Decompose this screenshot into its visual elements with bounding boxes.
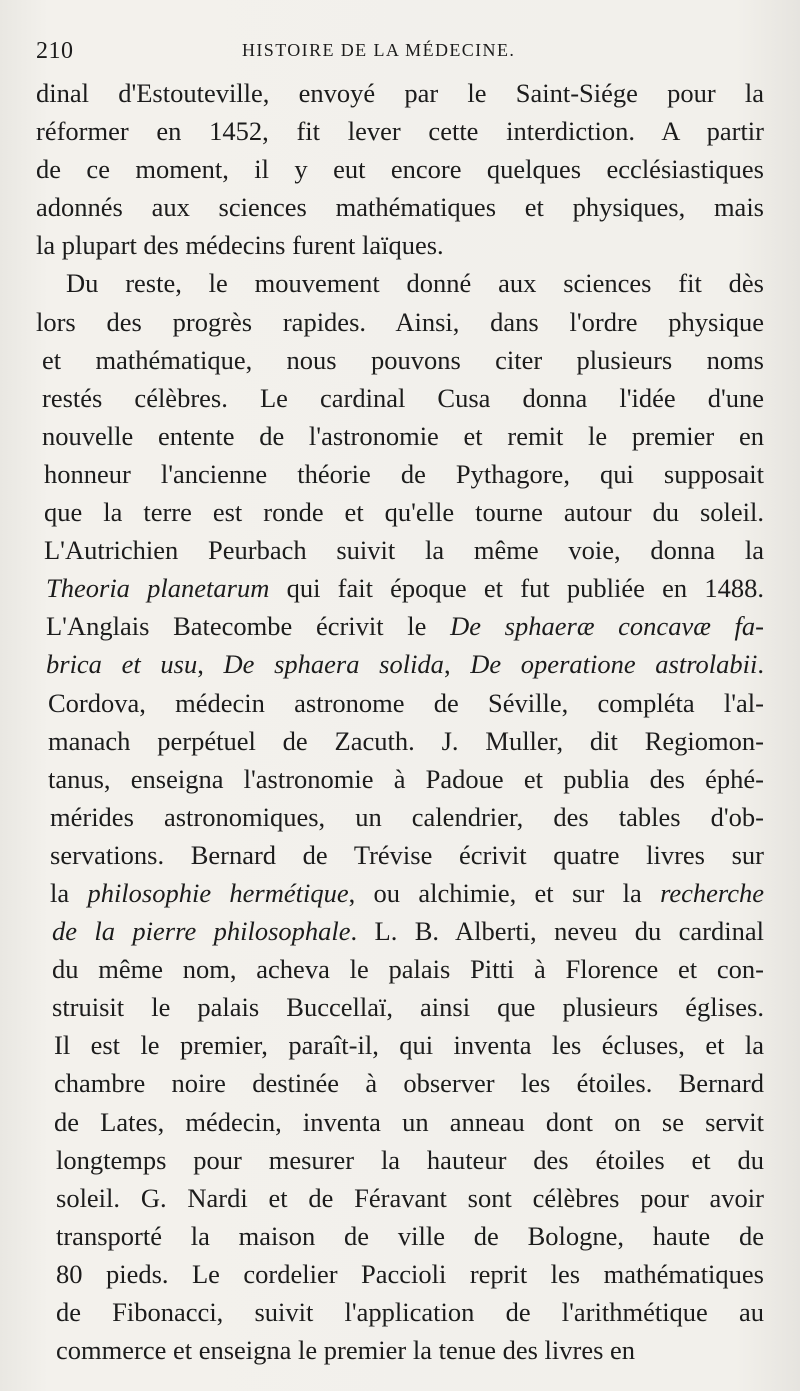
text-segment: mérides astronomiques, un calendrier, des tables d'ob- — [50, 801, 764, 832]
text-line — [36, 531, 764, 569]
text-line — [36, 264, 764, 302]
text-line — [36, 188, 764, 226]
italic-text: Theoria planetarum — [46, 573, 270, 604]
page-number: 210 — [36, 38, 74, 64]
italic-text: de la pierre philosophale — [52, 916, 351, 947]
text-line — [36, 798, 764, 836]
text-segment: de Lates, médecin, inventa un anneau dont on se servit — [54, 1106, 764, 1137]
text-segment: commerce et enseigna le premier la tenue des livres en — [56, 1335, 636, 1366]
text-segment: Du reste, le mouvement donné aux sciences fit dès — [66, 268, 764, 299]
text-line — [36, 607, 764, 645]
italic-text: De operatione astrolabii — [470, 649, 758, 680]
text-line — [36, 1179, 764, 1217]
text-segment: réformer en 1452, fit lever cette interdiction. A partir — [36, 116, 764, 147]
italic-text: De sphaera solida — [223, 649, 444, 680]
text-line — [36, 112, 764, 150]
text-line — [36, 455, 764, 493]
text-segment: nouvelle entente de l'astronomie et remit le premier en — [42, 420, 764, 451]
text-line — [36, 684, 764, 722]
text-line — [36, 1217, 764, 1255]
text-line — [36, 226, 764, 264]
text-line — [36, 1141, 764, 1179]
text-line — [36, 569, 764, 607]
text-segment: du même nom, acheva le palais Pitti à Florence et con- — [52, 954, 764, 985]
text-segment: 80 pieds. Le cordelier Paccioli reprit les mathématiques — [56, 1258, 764, 1289]
text-line — [36, 1103, 764, 1141]
text-segment: tanus, enseigna l'astronomie à Padoue et publia des éphé- — [48, 763, 764, 794]
text-line — [36, 874, 764, 912]
text-segment: lors des progrès rapides. Ainsi, dans l'ordre physique — [36, 306, 764, 337]
text-line — [36, 722, 764, 760]
text-line — [36, 950, 764, 988]
text-line — [36, 988, 764, 1026]
italic-text: De sphaeræ concavæ fa- — [450, 611, 764, 642]
text-line — [36, 760, 764, 798]
italic-text: brica et usu — [46, 649, 198, 680]
text-segment: , ou alchimie, et sur la — [348, 877, 661, 908]
text-segment: . — [757, 649, 764, 680]
text-segment: longtemps pour mesurer la hauteur des étoiles et du — [56, 1144, 764, 1175]
text-segment: , — [443, 649, 471, 680]
text-line — [36, 1026, 764, 1064]
text-segment: restés célèbres. Le cardinal Cusa donna l'idée d'une — [42, 382, 764, 413]
text-line — [36, 836, 764, 874]
text-line — [36, 1255, 764, 1293]
text-segment: servations. Bernard de Trévise écrivit quatre livres sur — [50, 839, 764, 870]
text-segment: que la terre est ronde et qu'elle tourne autour du soleil. — [44, 497, 764, 528]
text-segment: la — [50, 877, 88, 908]
text-line — [36, 150, 764, 188]
italic-text: recherche — [660, 877, 764, 908]
text-segment: Cordova, médecin astronome de Séville, compléta l'al- — [48, 687, 764, 718]
italic-text: philosophie hermétique — [87, 877, 349, 908]
text-line — [36, 645, 764, 683]
text-line — [36, 1293, 764, 1331]
page-header — [36, 38, 756, 68]
text-line — [36, 493, 764, 531]
text-segment: la plupart des médecins furent laïques. — [36, 230, 444, 261]
text-segment: , — [197, 649, 224, 680]
text-segment: L'Autrichien Peurbach suivit la même voie, donna la — [44, 535, 764, 566]
text-segment: de Fibonacci, suivit l'application de l'arithmétique au — [56, 1297, 764, 1327]
text-segment: struisit le palais Buccellaï, ainsi que plusieurs églises. — [52, 992, 764, 1023]
text-line — [36, 417, 764, 455]
text-segment: Il est le premier, paraît-il, qui inventa les écluses, et la — [54, 1030, 764, 1061]
text-segment: chambre noire destinée à observer les étoiles. Bernard — [54, 1068, 764, 1099]
text-line — [36, 74, 764, 112]
text-segment: dinal d'Estouteville, envoyé par le Saint-Siége pour la — [36, 78, 764, 108]
text-line — [36, 341, 764, 379]
text-segment: transporté la maison de ville de Bologne, haute de — [56, 1220, 764, 1251]
text-line — [36, 1331, 764, 1369]
text-line — [36, 303, 764, 341]
text-segment: et mathématique, nous pouvons citer plusieurs noms — [42, 344, 764, 375]
text-segment: . L. B. Alberti, neveu du cardinal — [350, 916, 764, 947]
text-segment: honneur l'ancienne théorie de Pythagore, qui supposait — [44, 458, 764, 489]
text-line — [36, 912, 764, 950]
text-line — [36, 379, 764, 417]
text-segment: soleil. G. Nardi et de Féravant sont célèbres pour avoir — [56, 1182, 764, 1213]
body-text — [36, 74, 764, 1369]
text-segment: manach perpétuel de Zacuth. J. Muller, dit Regiomon- — [48, 725, 764, 756]
running-head: HISTOIRE DE LA MÉDECINE. — [242, 40, 516, 60]
text-segment: de ce moment, il y eut encore quelques ecclésiastiques — [36, 154, 764, 185]
text-line — [36, 1064, 764, 1102]
text-segment: L'Anglais Batecombe écrivit le — [46, 611, 451, 642]
text-segment: qui fait époque et fut publiée en 1488. — [269, 573, 764, 604]
text-segment: adonnés aux sciences mathématiques et physiques, mais — [36, 192, 764, 223]
